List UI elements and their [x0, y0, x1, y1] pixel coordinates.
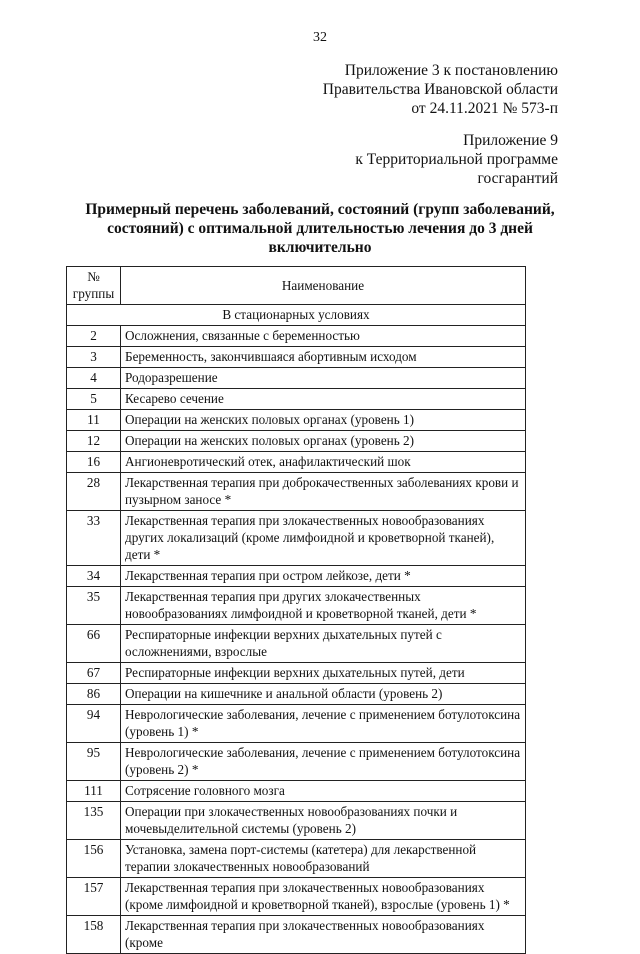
group-name-cell: Операции при злокачественных новообразованиях почки и мочевыделительной системы (уровень 2) — [121, 802, 526, 840]
table-row — [67, 326, 526, 347]
group-number-cell: 33 — [67, 511, 121, 566]
group-number-cell: 66 — [67, 625, 121, 663]
group-name-cell: Респираторные инфекции верхних дыхательных путей с осложнениями, взрослые — [121, 625, 526, 663]
appendix-reference-resolution — [323, 61, 558, 118]
group-number-cell: 16 — [67, 452, 121, 473]
group-number-cell: 156 — [67, 840, 121, 878]
document-title: Примерный перечень заболеваний, состояний (групп заболеваний, состояний) с оптимальной длительностью лечения до 3 дней включительно — [85, 201, 555, 256]
group-name-cell: Лекарственная терапия при остром лейкозе, дети * — [121, 566, 526, 587]
group-name-cell: Операции на женских половых органах (уровень 1) — [121, 410, 526, 431]
group-number-cell: 5 — [67, 389, 121, 410]
table-row — [67, 916, 526, 954]
group-name-cell: Ангионевротический отек, анафилактический шок — [121, 452, 526, 473]
group-name-cell: Операции на кишечнике и анальной области (уровень 2) — [121, 684, 526, 705]
appendix-line: к Территориальной программе — [355, 151, 558, 168]
group-name-cell: Беременность, закончившаяся абортивным исходом — [121, 347, 526, 368]
group-number-cell: 67 — [67, 663, 121, 684]
group-number-cell: 28 — [67, 473, 121, 511]
group-name-cell: Лекарственная терапия при злокачественных новообразованиях (кроме — [121, 916, 526, 954]
table-row — [67, 705, 526, 743]
table-row — [67, 473, 526, 511]
appendix-line: Правительства Ивановской области — [322, 81, 558, 98]
group-number-cell: 11 — [67, 410, 121, 431]
table-row — [67, 587, 526, 625]
table-row — [67, 625, 526, 663]
group-name-cell: Осложнения, связанные с беременностью — [121, 326, 526, 347]
table-row — [67, 878, 526, 916]
section-label: В стационарных условиях — [67, 305, 526, 326]
group-name-cell: Кесарево сечение — [121, 389, 526, 410]
group-number-cell: 34 — [67, 566, 121, 587]
table-header-row — [67, 267, 526, 305]
table-row — [67, 743, 526, 781]
group-number-cell: 86 — [67, 684, 121, 705]
header-name: Наименование — [121, 267, 526, 305]
table-row — [67, 840, 526, 878]
table-row — [67, 389, 526, 410]
group-name-cell: Респираторные инфекции верхних дыхательных путей, дети — [121, 663, 526, 684]
group-number-cell: 111 — [67, 781, 121, 802]
group-name-cell: Лекарственная терапия при злокачественных новообразованиях (кроме лимфоидной и кроветворной тканей), взрослые (уровень 1) * — [121, 878, 526, 916]
appendix-line: от 24.11.2021 № 573-п — [411, 100, 558, 117]
group-number-cell: 158 — [67, 916, 121, 954]
table-row — [67, 684, 526, 705]
table-row — [67, 410, 526, 431]
disease-groups-table — [66, 266, 526, 954]
page-number: 32 — [313, 30, 327, 45]
group-number-cell: 157 — [67, 878, 121, 916]
appendix-line: госгарантий — [477, 170, 558, 187]
group-number-cell: 12 — [67, 431, 121, 452]
table-row — [67, 663, 526, 684]
group-name-cell: Операции на женских половых органах (уровень 2) — [121, 431, 526, 452]
table-row — [67, 431, 526, 452]
table-row — [67, 511, 526, 566]
group-number-cell: 4 — [67, 368, 121, 389]
table-row — [67, 566, 526, 587]
group-number-cell: 2 — [67, 326, 121, 347]
appendix-reference-program — [355, 131, 558, 188]
group-name-cell: Лекарственная терапия при других злокачественных новообразованиях лимфоидной и кроветворной тканей, дети * — [121, 587, 526, 625]
section-row — [67, 305, 526, 326]
group-name-cell: Неврологические заболевания, лечение с применением ботулотоксина (уровень 1) * — [121, 705, 526, 743]
group-number-cell: 95 — [67, 743, 121, 781]
table-row — [67, 781, 526, 802]
group-name-cell: Неврологические заболевания, лечение с применением ботулотоксина (уровень 2) * — [121, 743, 526, 781]
group-name-cell: Родоразрешение — [121, 368, 526, 389]
group-name-cell: Установка, замена порт-системы (катетера) для лекарственной терапии злокачественных новообразований — [121, 840, 526, 878]
group-name-cell: Лекарственная терапия при доброкачественных заболеваниях крови и пузырном заносе * — [121, 473, 526, 511]
header-group-number: № группы — [67, 267, 121, 305]
table-row — [67, 347, 526, 368]
table-row — [67, 368, 526, 389]
group-number-cell: 3 — [67, 347, 121, 368]
appendix-line: Приложение 3 к постановлению — [344, 62, 558, 79]
group-number-cell: 94 — [67, 705, 121, 743]
group-name-cell: Лекарственная терапия при злокачественных новообразованиях других локализаций (кроме лимфоидной и кроветворной тканей), дети * — [121, 511, 526, 566]
group-number-cell: 135 — [67, 802, 121, 840]
group-number-cell: 35 — [67, 587, 121, 625]
appendix-line: Приложение 9 — [463, 132, 558, 149]
table-row — [67, 452, 526, 473]
table-row — [67, 802, 526, 840]
group-name-cell: Сотрясение головного мозга — [121, 781, 526, 802]
